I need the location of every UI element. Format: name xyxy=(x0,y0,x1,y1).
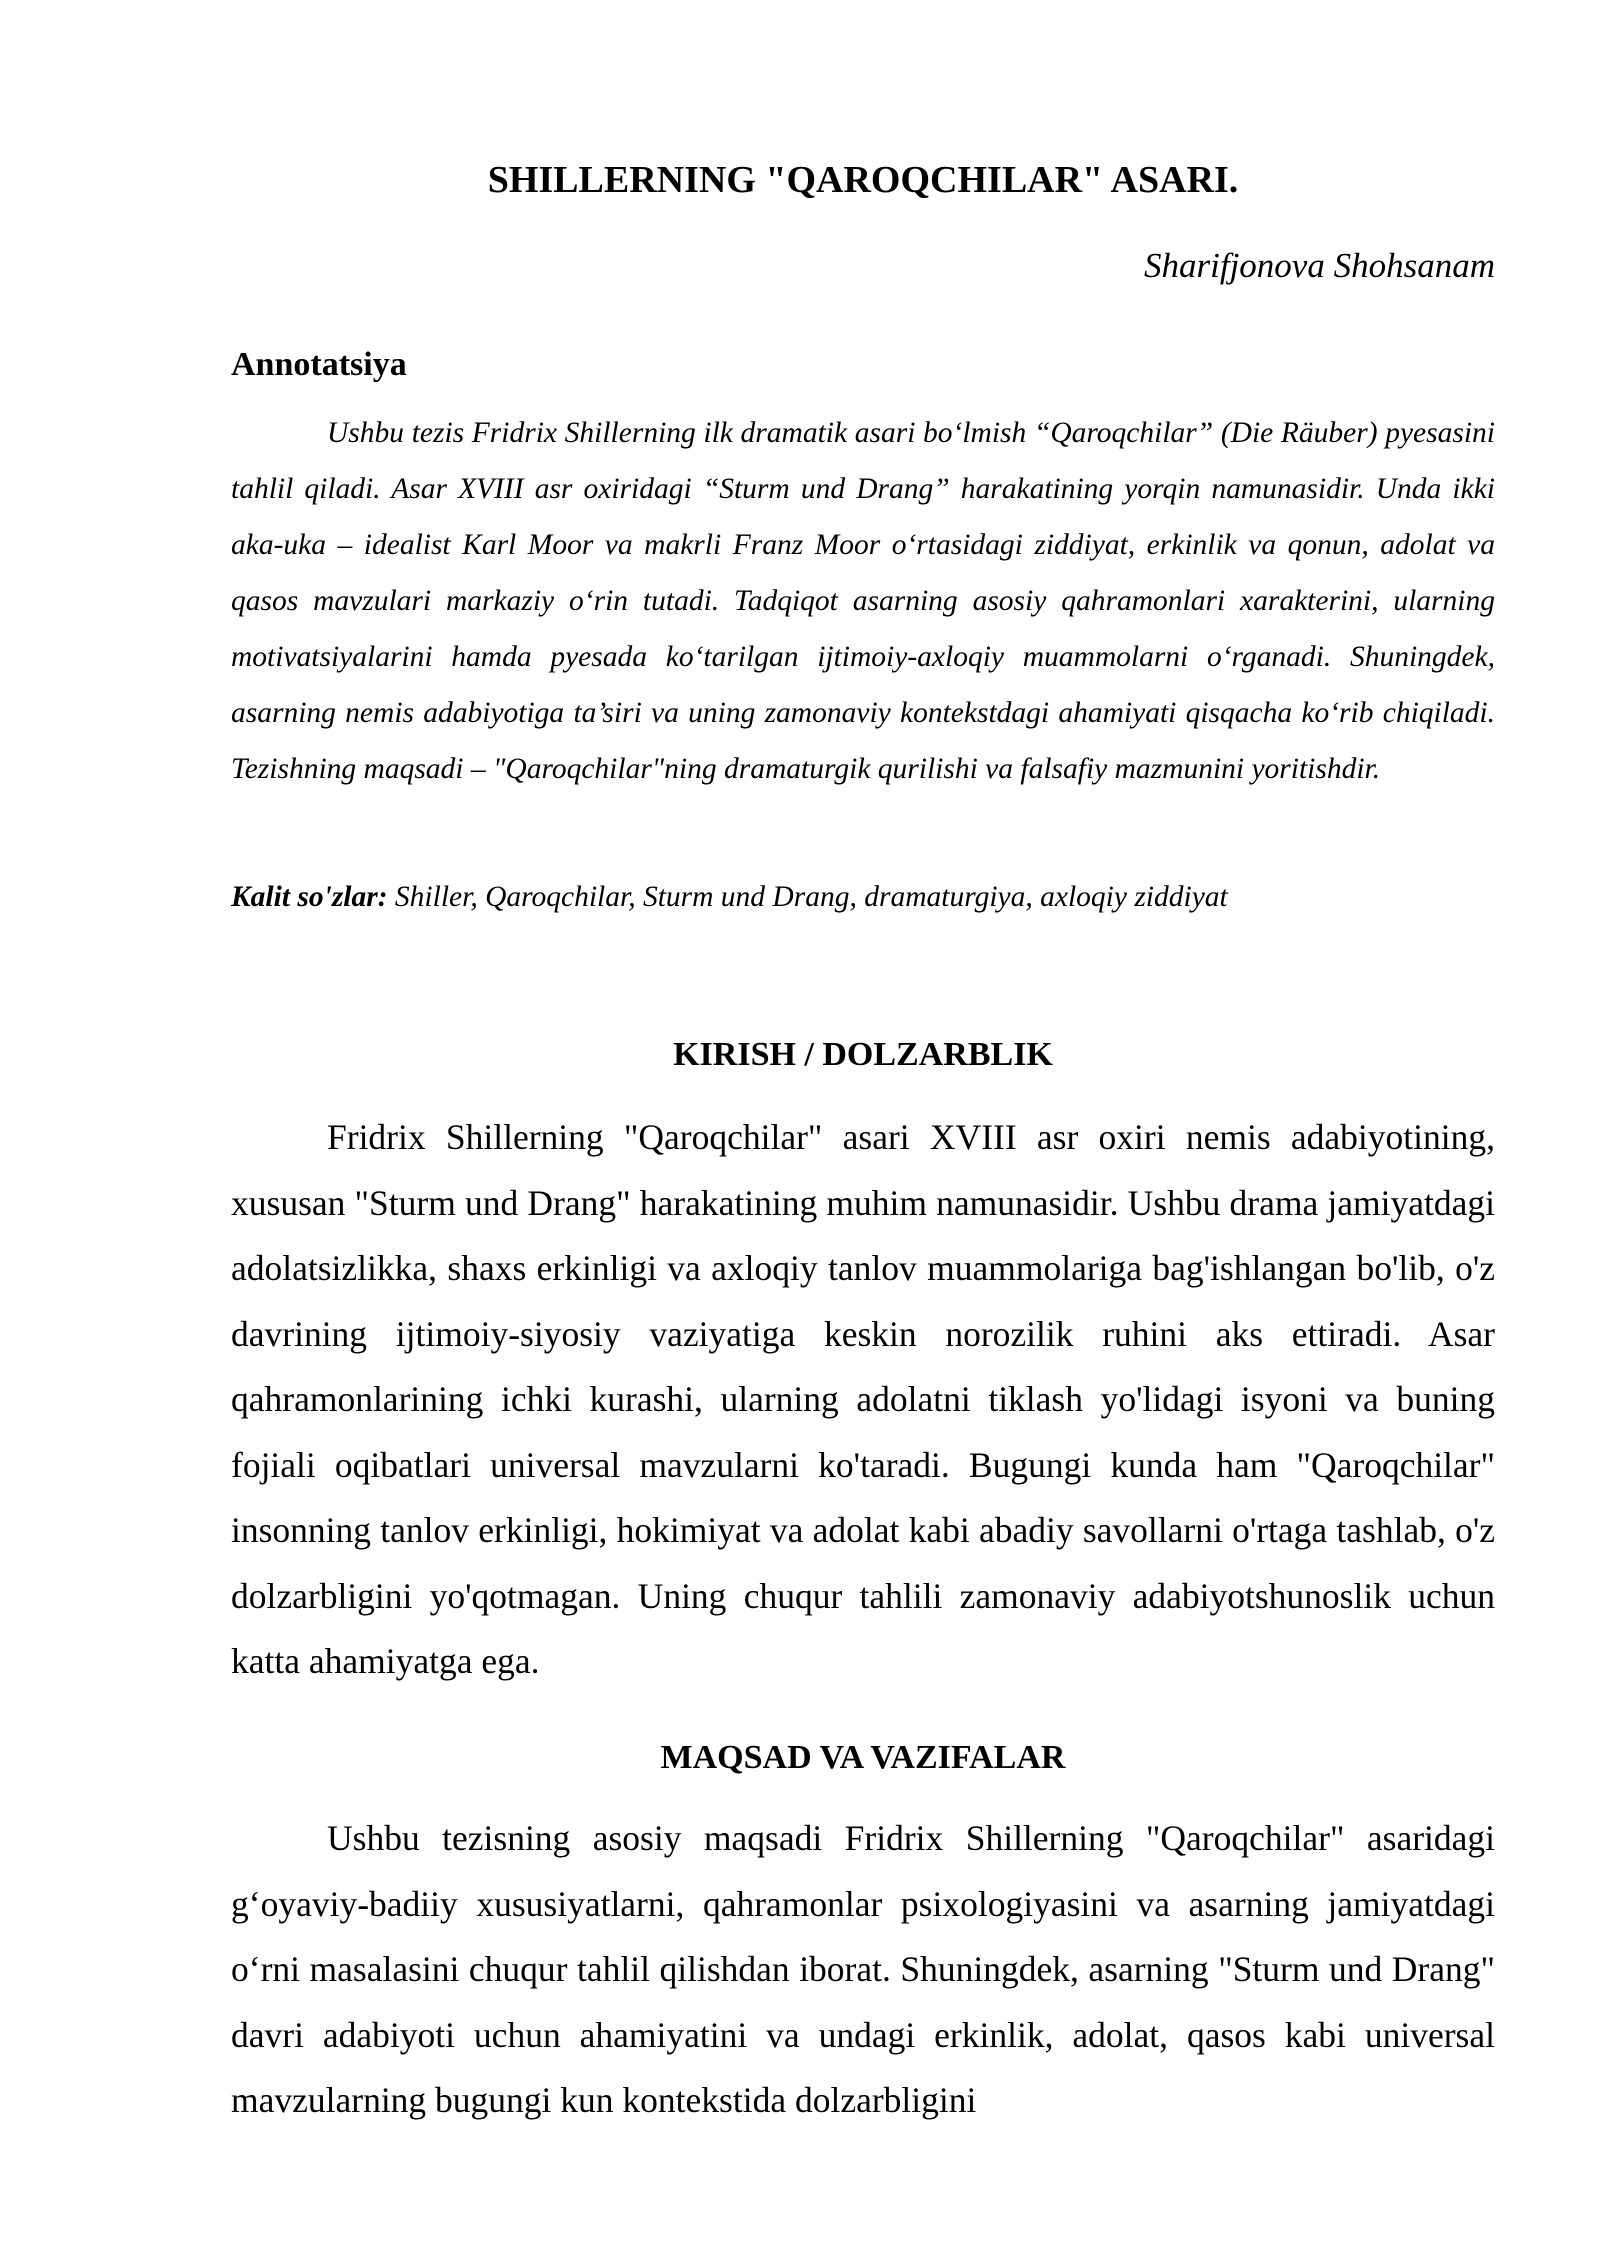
document-title: SHILLERNING "QAROQCHILAR" ASARI. xyxy=(487,159,1239,201)
annotation-heading: Annotatsiya xyxy=(231,346,407,383)
section-heading-goals: MAQSAD VA VAZIFALAR xyxy=(660,1739,1066,1776)
section-text-introduction: Fridrix Shillerning "Qaroqchilar" asari XVIII asr oxiri nemis adabiyotining, xususan "Sturm und Drang" harakatining muhim namunasidir. Ushbu drama jamiyatdagi adolatsizlikka, shaxs erkinligi va axloqiy tanlov muammolariga bag'ishlangan bo'lib, o'z davrining ijtimoiy-siyosiy vaziyatiga keskin norozilik ruhini aks ettiradi. Asar qahramonlarining ichki kurashi, ularning adolatni tiklash yo'lidagi isyoni va buning fojiali oqibatlari universal mavzularni ko'taradi. Bugungi kunda ham "Qaroqchilar" insonning tanlov erkinligi, hokimiyat va adolat kabi abadiy savollarni o'rtaga tashlab, o'z dolzarbligini yo'qotmagan. Uning chuqur tahlili zamonaviy adabiyotshunoslik uchun katta ahamiyatga ega. xyxy=(231,1117,1495,1681)
keywords-label: Kalit so'zlar: xyxy=(231,881,388,913)
author-name: Sharifjonova Shohsanam xyxy=(1144,246,1495,285)
section-heading-introduction: KIRISH / DOLZARBLIK xyxy=(673,1036,1053,1073)
keywords-line xyxy=(231,872,1495,922)
annotation-text: Ushbu tezis Fridrix Shillerning ilk dramatik asari bo‘lmish “Qaroqchilar” (Die Räuber) pyesasini tahlil qiladi. Asar XVIII asr oxiridagi “Sturm und Drang” harakatining yorqin namunasidir. Unda ikki aka-uka – idealist Karl Moor va makrli Franz Moor o‘rtasidagi ziddiyat, erkinlik va qonun, adolat va qasos mavzulari markaziy o‘rin tutadi. Tadqiqot asarning asosiy qahramonlari xarakterini, ularning motivatsiyalarini hamda pyesada ko‘tarilgan ijtimoiy-axloqiy muammolarni o‘rganadi. Shuningdek, asarning nemis adabiyotiga ta’siri va uning zamonaviy kontekstdagi ahamiyati qisqacha ko‘rib chiqiladi. Tezishning maqsadi – "Qaroqchilar"ning dramaturgik qurilishi va falsafiy mazmunini yoritishdir. xyxy=(231,417,1495,785)
section-text-goals: Ushbu tezisning asosiy maqsadi Fridrix Shillerning "Qaroqchilar" asaridagi g‘oyaviy-badiiy xususiyatlarni, qahramonlar psixologiyasini va asarning jamiyatdagi o‘rni masalasini chuqur tahlil qilishdan iborat. Shuningdek, asarning "Sturm und Drang" davri adabiyoti uchun ahamiyatini va undagi erkinlik, adolat, qasos kabi universal mavzularning bugungi kun kontekstida dolzarbligini xyxy=(231,1818,1495,2120)
keywords-list: Shiller, Qaroqchilar, Sturm und Drang, dramaturgiya, axloqiy ziddiyat xyxy=(387,881,1228,913)
